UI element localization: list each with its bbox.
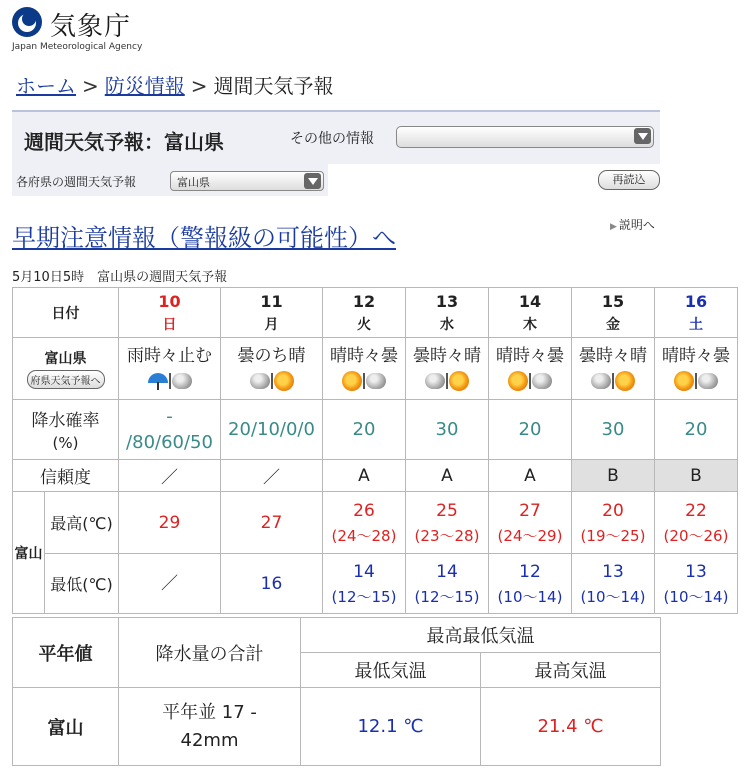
- issued-time: 5月10日5時 富山県の週間天気予報: [12, 270, 228, 285]
- min-temp-cell: 14 (12〜15): [406, 554, 489, 614]
- max-temp-cell: 27 (24〜29): [489, 492, 572, 554]
- min-temp-cell: 16: [221, 554, 323, 614]
- breadcrumb-current: 週間天気予報: [213, 74, 334, 98]
- prefecture-select-value: 富山県: [177, 176, 210, 189]
- reliability-cell: ／: [119, 460, 221, 492]
- triangle-right-icon: ▶: [610, 222, 617, 232]
- chevron-down-icon: [634, 128, 651, 144]
- sun-icon: [674, 371, 694, 391]
- agency-name-en: Japan Meteorological Agency: [12, 42, 143, 52]
- breadcrumb-home-link[interactable]: ホーム: [16, 74, 76, 98]
- city-name: 富山: [13, 492, 45, 614]
- weather-cell: 曇時々晴: [406, 338, 489, 400]
- chevron-down-icon: [304, 173, 321, 189]
- other-info-select[interactable]: [396, 126, 654, 148]
- reliability-cell: A: [489, 460, 572, 492]
- date-cell: 15 金: [572, 288, 655, 338]
- min-temp-cell: 13 (10〜14): [572, 554, 655, 614]
- jma-emblem-icon: [12, 7, 42, 37]
- reliability-row: [13, 460, 738, 492]
- weather-cell: 晴時々曇: [489, 338, 572, 400]
- pop-cell: 20: [655, 400, 738, 460]
- min-temp-header: 最低気温: [301, 653, 481, 688]
- weather-cell: 雨時々止む: [119, 338, 221, 400]
- early-warning-link[interactable]: 早期注意情報（警報級の可能性）へ: [12, 224, 396, 252]
- weekly-forecast-table: [12, 287, 738, 614]
- pop-cell: 30: [572, 400, 655, 460]
- cloud-icon: [698, 373, 718, 389]
- cloud-icon: [532, 373, 552, 389]
- date-cell: 13 水: [406, 288, 489, 338]
- max-temp-cell: 26 (24〜28): [323, 492, 406, 554]
- reload-button[interactable]: 再読込: [598, 170, 660, 190]
- cloud-icon: [366, 373, 386, 389]
- reliability-cell: B: [572, 460, 655, 492]
- other-info-label: その他の情報: [290, 131, 374, 147]
- normals-city: 富山: [13, 688, 119, 766]
- weather-cell: 曇時々晴: [572, 338, 655, 400]
- breadcrumb-sep: >: [190, 74, 208, 98]
- max-temp-row: [13, 492, 738, 554]
- min-temp-row: [13, 554, 738, 614]
- prefecture-select[interactable]: [170, 171, 324, 191]
- date-row: [13, 288, 738, 338]
- max-temp-normal: 21.4 ℃: [481, 688, 661, 766]
- agency-name: 気象庁: [50, 12, 132, 42]
- precip-normal: 平年並 17 - 42mm: [119, 688, 301, 766]
- max-temp-label: 最高(℃): [45, 492, 119, 554]
- sun-icon: [615, 371, 635, 391]
- date-cell: 10 日: [119, 288, 221, 338]
- prefecture-forecast-button[interactable]: 府県天気予報へ: [27, 370, 105, 389]
- normals-table: [12, 617, 661, 766]
- breadcrumb: [16, 70, 334, 99]
- sun-icon: [274, 371, 294, 391]
- cloud-icon: [172, 373, 192, 389]
- reliability-cell: B: [655, 460, 738, 492]
- max-temp-cell: 27: [221, 492, 323, 554]
- explain-link-label: 説明へ: [618, 218, 655, 232]
- prefecture-bar: [12, 164, 328, 196]
- date-cell: 16 土: [655, 288, 738, 338]
- pop-cell: 20/10/0/0: [221, 400, 323, 460]
- date-cell: 14 木: [489, 288, 572, 338]
- min-temp-cell: 13 (10〜14): [655, 554, 738, 614]
- max-temp-cell: 20 (19〜25): [572, 492, 655, 554]
- sun-icon: [449, 371, 469, 391]
- region-name: 富山県: [44, 351, 87, 367]
- umbrella-icon: [148, 371, 168, 391]
- sun-icon: [508, 371, 528, 391]
- pop-cell: - /80/60/50: [119, 400, 221, 460]
- prefecture-select-label: 各府県の週間天気予報: [16, 175, 137, 189]
- breadcrumb-sep: >: [82, 74, 99, 98]
- weather-cell: 晴時々曇: [323, 338, 406, 400]
- date-cell: 11 月: [221, 288, 323, 338]
- date-header: 日付: [13, 288, 119, 338]
- cloud-icon: [591, 373, 611, 389]
- normals-label: 平年値: [13, 618, 119, 688]
- pop-cell: 20: [323, 400, 406, 460]
- title-panel: [12, 110, 660, 164]
- date-cell: 12 火: [323, 288, 406, 338]
- max-temp-cell: 29: [119, 492, 221, 554]
- pop-label: 降水確率 (%): [13, 400, 119, 460]
- reliability-cell: A: [406, 460, 489, 492]
- breadcrumb-disaster-link[interactable]: 防災情報: [104, 74, 185, 98]
- min-temp-normal: 12.1 ℃: [301, 688, 481, 766]
- jma-logo[interactable]: [10, 4, 150, 54]
- precip-header: 降水量の合計: [119, 618, 301, 688]
- max-temp-header: 最高気温: [481, 653, 661, 688]
- min-temp-label: 最低(℃): [45, 554, 119, 614]
- reliability-label: 信頼度: [13, 460, 119, 492]
- cloud-icon: [425, 373, 445, 389]
- max-temp-cell: 22 (20〜26): [655, 492, 738, 554]
- page-title: 週間天気予報：富山県: [24, 130, 224, 154]
- weather-cell: 曇のち晴: [221, 338, 323, 400]
- weather-row: [13, 338, 738, 400]
- min-temp-cell: 12 (10〜14): [489, 554, 572, 614]
- max-temp-cell: 25 (23〜28): [406, 492, 489, 554]
- pop-cell: 30: [406, 400, 489, 460]
- min-temp-cell: ／: [119, 554, 221, 614]
- region-cell: [13, 338, 119, 400]
- reliability-cell: A: [323, 460, 406, 492]
- temp-header: 最高最低気温: [301, 618, 661, 653]
- explain-link[interactable]: [610, 216, 655, 233]
- pop-row: [13, 400, 738, 460]
- sun-icon: [342, 371, 362, 391]
- cloud-icon: [250, 373, 270, 389]
- weather-cell: 晴時々曇: [655, 338, 738, 400]
- min-temp-cell: 14 (12〜15): [323, 554, 406, 614]
- reliability-cell: ／: [221, 460, 323, 492]
- pop-cell: 20: [489, 400, 572, 460]
